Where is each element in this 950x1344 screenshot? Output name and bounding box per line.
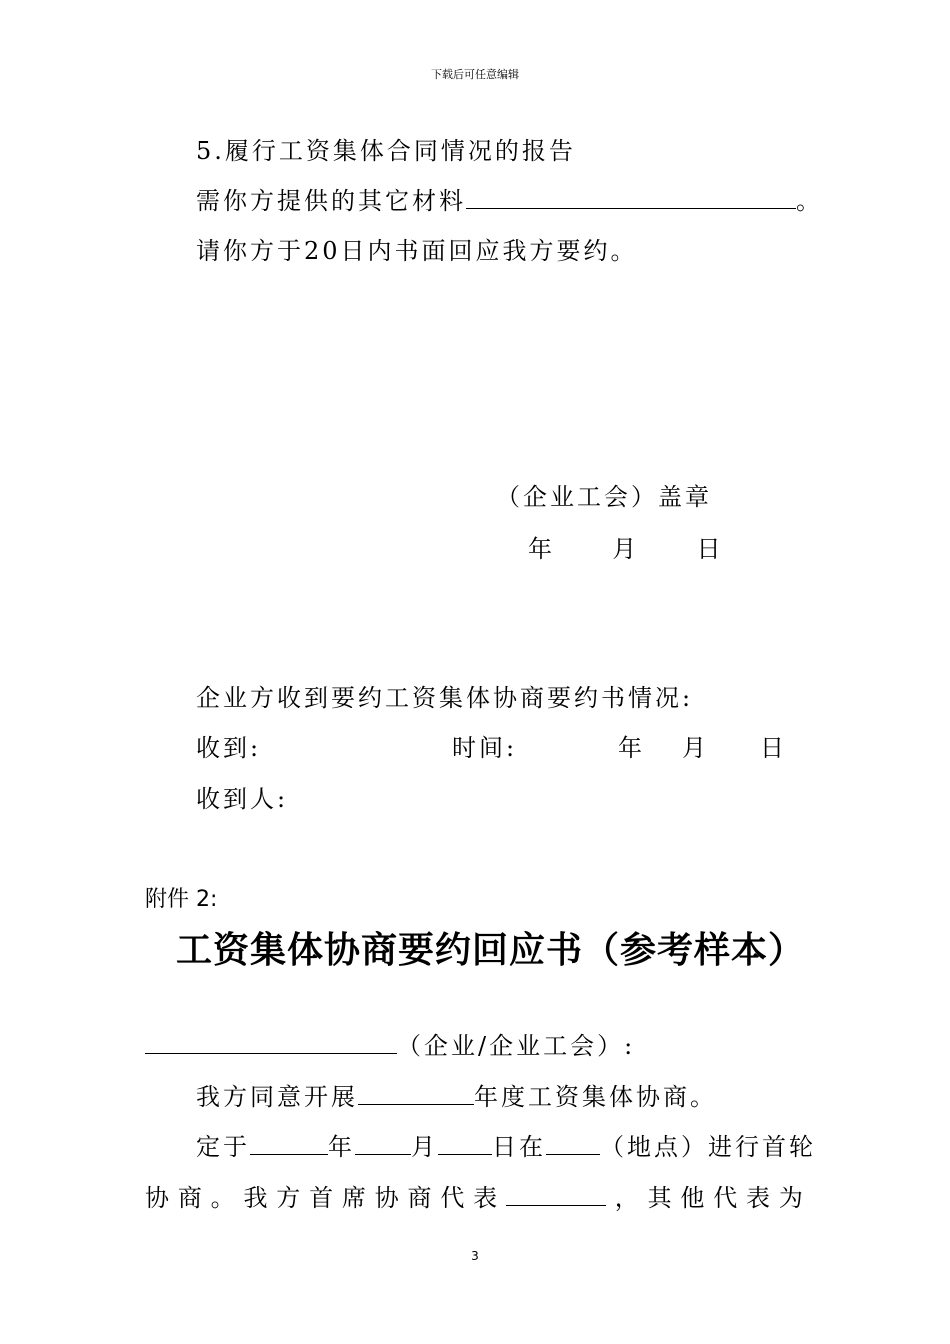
char: 商 xyxy=(177,1184,202,1212)
schedule-year: 年 xyxy=(328,1133,355,1161)
signature-day: 日 xyxy=(696,535,724,563)
receipt-month: 月 xyxy=(682,734,709,762)
other-materials-line xyxy=(196,186,823,216)
other-materials-period: 。 xyxy=(796,187,823,215)
respond-request-text: 请你方于20日内书面回应我方要约。 xyxy=(196,237,638,265)
receipt-year: 年 xyxy=(618,734,645,762)
addressee-suffix: （企业/企业工会）: xyxy=(397,1032,636,1060)
receiver-label: 收到人: xyxy=(196,785,289,813)
char: 他 xyxy=(680,1184,705,1212)
year-blank xyxy=(358,1082,474,1105)
receipt-heading: 企业方收到要约工资集体协商要约书情况: xyxy=(196,684,694,712)
schedule-year-blank xyxy=(250,1132,328,1155)
other-materials-label: 需你方提供的其它材料 xyxy=(196,187,466,215)
schedule-prefix: 定于 xyxy=(196,1133,250,1161)
char: 表 xyxy=(746,1184,770,1212)
attachment-title: 工资集体协商要约回应书（参考样本） xyxy=(176,929,806,971)
page-header-note: 下载后可任意编辑 xyxy=(431,68,519,81)
time-label: 时间: xyxy=(452,734,518,762)
schedule-day-in: 日在 xyxy=(492,1133,546,1161)
chief-representative-blank xyxy=(506,1183,606,1206)
place-suffix: （地点）进行首轮 xyxy=(600,1133,816,1161)
char: 商 xyxy=(407,1184,432,1212)
char: 为 xyxy=(778,1184,803,1212)
char: 方 xyxy=(276,1184,301,1212)
schedule-month-blank xyxy=(355,1132,411,1155)
received-label: 收到: xyxy=(196,734,262,762)
other-materials-blank xyxy=(466,186,796,209)
page-number: 3 xyxy=(471,1249,479,1263)
char: 我 xyxy=(243,1184,268,1212)
receipt-day: 日 xyxy=(760,734,787,762)
union-seal-label: （企业工会）盖章 xyxy=(496,483,712,511)
char: 代 xyxy=(440,1184,465,1212)
signature-year: 年 xyxy=(528,535,555,563)
signature-date xyxy=(528,534,724,564)
signature-month: 月 xyxy=(612,535,640,563)
item-5-text: 5.履行工资集体合同情况的报告 xyxy=(196,137,576,165)
agree-line xyxy=(196,1082,717,1112)
char: 。 xyxy=(210,1184,235,1212)
char: 其 xyxy=(647,1184,672,1212)
location-blank xyxy=(546,1132,600,1155)
addressee-line xyxy=(145,1031,635,1061)
schedule-day-blank xyxy=(438,1132,492,1155)
char: 协 xyxy=(145,1184,169,1212)
delegates-line xyxy=(145,1183,803,1213)
attachment-label: 附件 2: xyxy=(145,887,218,912)
agree-prefix: 我方同意开展 xyxy=(196,1083,358,1111)
agree-suffix: 年度工资集体协商。 xyxy=(474,1083,717,1111)
char: 席 xyxy=(341,1184,366,1212)
schedule-month: 月 xyxy=(411,1133,438,1161)
char: ， xyxy=(614,1184,639,1212)
char: 首 xyxy=(309,1184,334,1212)
char: 表 xyxy=(473,1184,498,1212)
char: 代 xyxy=(713,1184,738,1212)
schedule-line xyxy=(196,1132,816,1162)
char: 协 xyxy=(374,1184,399,1212)
addressee-blank xyxy=(145,1031,397,1054)
